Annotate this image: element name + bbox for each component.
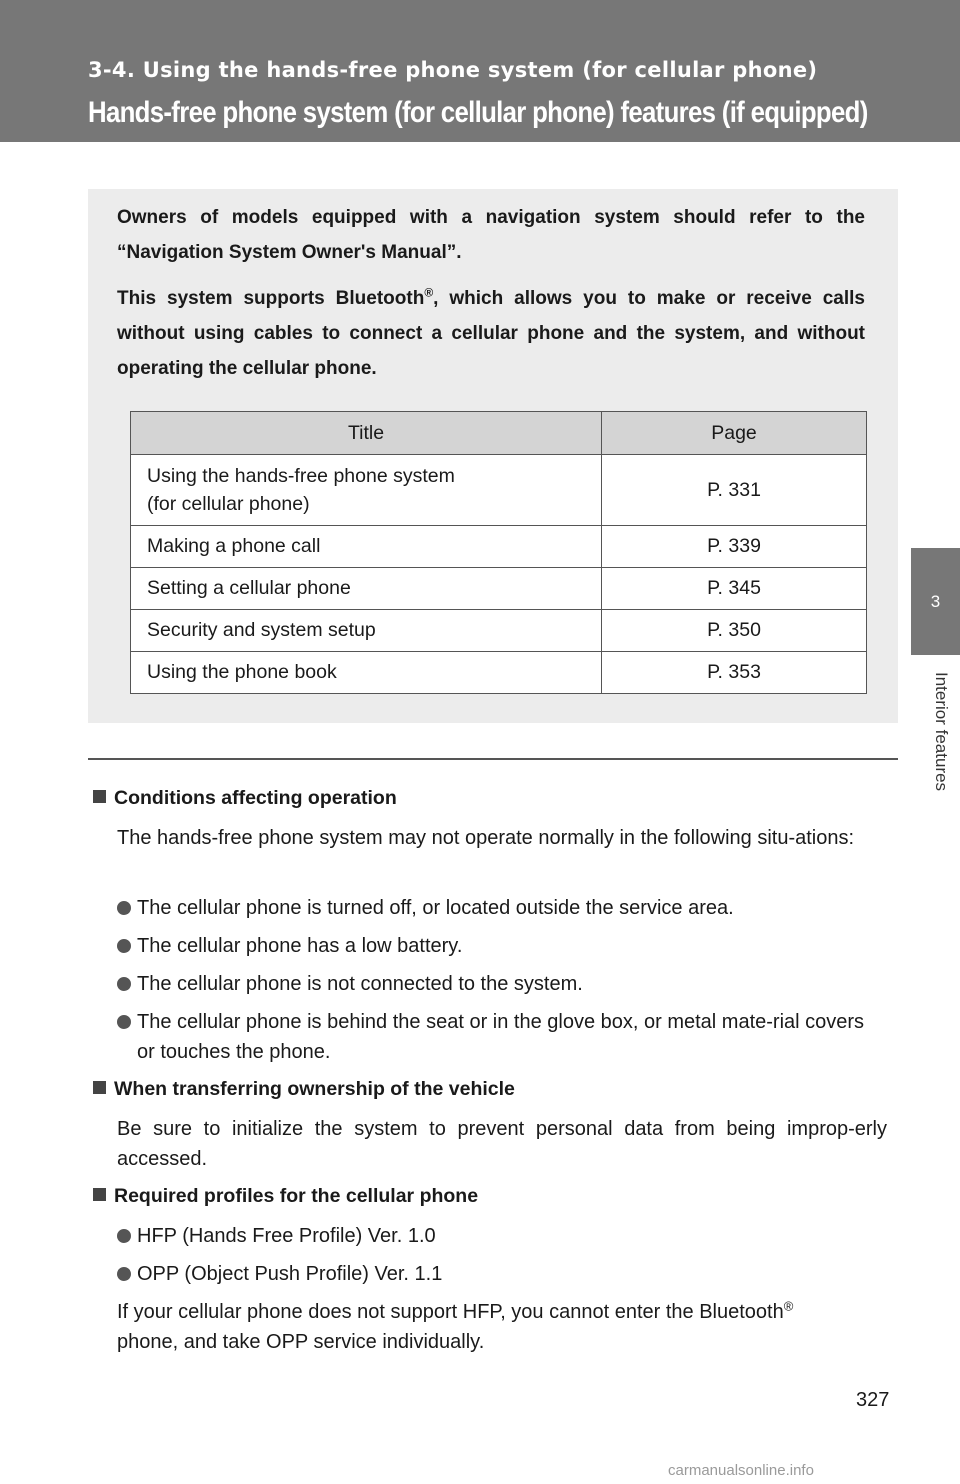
- list-item: The cellular phone is not connected to the system.: [117, 969, 887, 999]
- bullet-dot-icon: [117, 977, 131, 991]
- list-item: HFP (Hands Free Profile) Ver. 1.0: [117, 1221, 887, 1251]
- column-header-title: Title: [131, 412, 602, 455]
- intro-paragraph-2: This system supports Bluetooth®, which allows you to make or receive calls without using cables to connect a cellular phone and the system, and without operating the cellular phone.: [117, 285, 865, 379]
- conditions-intro: The hands-free phone system may not operate normally in the following situ-ations:: [117, 827, 855, 849]
- transfer-heading: When transferring ownership of the vehicle: [93, 1078, 515, 1101]
- list-item: The cellular phone is turned off, or located outside the service area.: [117, 893, 887, 923]
- page-title: Hands-free phone system (for cellular phone) features (if equipped): [88, 96, 868, 129]
- reference-table: [130, 411, 867, 694]
- bullet-dot-icon: [117, 1267, 131, 1281]
- chapter-tab: 3: [911, 548, 960, 655]
- registered-mark: ®: [783, 1298, 794, 1314]
- chapter-label: Interior features: [932, 672, 951, 792]
- profiles-heading: Required profiles for the cellular phone: [93, 1185, 478, 1208]
- list-item: The cellular phone has a low battery.: [117, 931, 887, 961]
- table-row: [131, 526, 867, 568]
- table-cell-page: P. 350: [602, 610, 867, 652]
- table-cell-title: Security and system setup: [131, 610, 602, 652]
- section-divider: [88, 758, 898, 760]
- square-bullet-icon: [93, 1081, 106, 1094]
- list-item: OPP (Object Push Profile) Ver. 1.1: [117, 1259, 887, 1289]
- table-cell-title: Setting a cellular phone: [131, 568, 602, 610]
- intro-paragraph-1: Owners of models equipped with a navigation system should refer to the “Navigation System Owner's Manual”.: [117, 207, 865, 263]
- table-cell-title: Making a phone call: [131, 526, 602, 568]
- table-cell-page: P. 353: [602, 652, 867, 694]
- bullet-dot-icon: [117, 1015, 131, 1029]
- conditions-heading: Conditions affecting operation: [93, 787, 397, 810]
- table-cell-page: P. 339: [602, 526, 867, 568]
- square-bullet-icon: [93, 790, 106, 803]
- table-row: [131, 610, 867, 652]
- table-row: [131, 568, 867, 610]
- profiles-note: If your cellular phone does not support HFP, you cannot enter the Bluetooth® phone, and take OPP service individually.: [117, 1298, 794, 1353]
- bullet-dot-icon: [117, 939, 131, 953]
- registered-mark: ®: [424, 285, 434, 300]
- table-row: [131, 455, 867, 526]
- page-number: 327: [856, 1389, 890, 1411]
- table-cell-title: Using the phone book: [131, 652, 602, 694]
- watermark: carmanualsonline.info: [668, 1462, 814, 1479]
- square-bullet-icon: [93, 1188, 106, 1201]
- page-header: [0, 0, 960, 142]
- section-title: 3-4. Using the hands-free phone system (for cellular phone): [88, 58, 818, 82]
- table-cell-page: P. 345: [602, 568, 867, 610]
- table-row: [131, 652, 867, 694]
- transfer-text: Be sure to initialize the system to prevent personal data from being improp-erly accessed.: [117, 1118, 887, 1170]
- table-header-row: [131, 412, 867, 455]
- intro-text: [117, 200, 865, 397]
- bullet-dot-icon: [117, 901, 131, 915]
- table-cell-page: P. 331: [602, 455, 867, 526]
- table-cell-title: Using the hands-free phone system (for cellular phone): [131, 455, 602, 526]
- column-header-page: Page: [602, 412, 867, 455]
- bullet-dot-icon: [117, 1229, 131, 1243]
- list-item: The cellular phone is behind the seat or in the glove box, or metal mate-rial covers or touches the phone.: [117, 1007, 887, 1067]
